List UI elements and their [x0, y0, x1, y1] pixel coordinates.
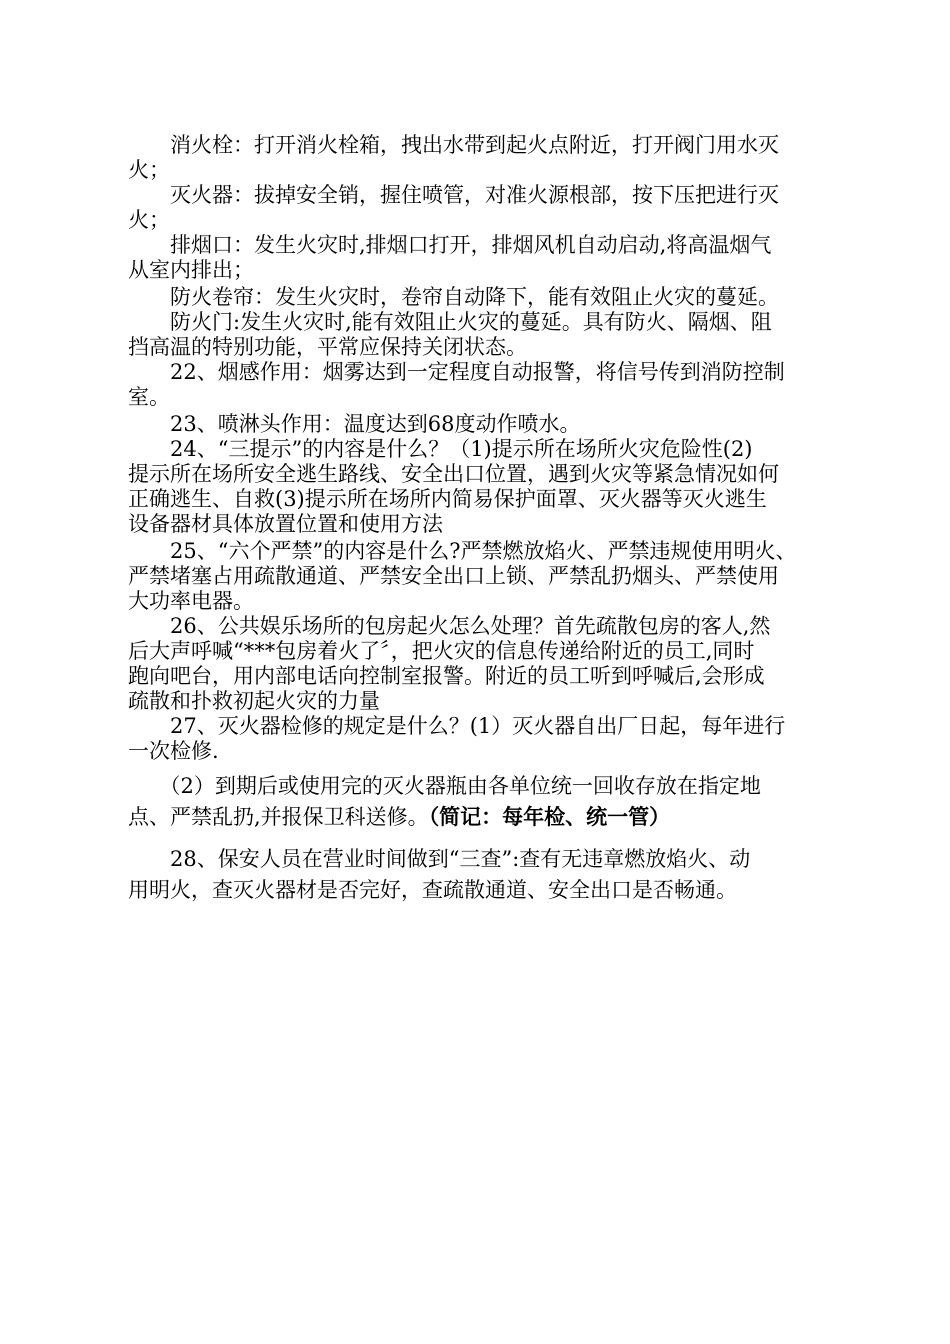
text-line: 火；: [128, 208, 170, 232]
text-line: [128, 804, 670, 830]
text-line: 挡高温的特别功能，平常应保持关闭状态。: [128, 335, 527, 359]
text-line: 一次检修.: [128, 739, 219, 763]
text-line: （2）到期后或使用完的灭火器瓶由各单位统一回收存放在指定地: [128, 774, 761, 798]
text-line: 严禁堵塞占用疏散通道、严禁安全出口上锁、严禁乱扔烟头、严禁使用: [128, 564, 779, 588]
text-line: 后大声呼喊“***包房着火了〞，把火灾的信息传递给附近的员工,同时: [128, 639, 755, 663]
text-line: 室。: [128, 385, 170, 409]
text-line: 提示所在场所安全逃生路线、安全出口位置，遇到火灾等紧急情况如何: [128, 462, 779, 486]
text-line: 设备器材具体放置位置和使用方法: [128, 512, 443, 536]
text-line: 28、保安人员在营业时间做到“三查”:查有无违章燃放焰火、动: [128, 847, 751, 871]
mnemonic-note: （简记：每年检、统一管）: [428, 804, 671, 829]
text-line: 24、“三提示”的内容是什么？（1)提示所在场所火灾危险性(2): [128, 437, 753, 461]
text-line: 火；: [128, 158, 170, 182]
text-line: 27、灭火器检修的规定是什么？(1）灭火器自出厂日起，每年进行: [128, 714, 786, 738]
text-line: 26、公共娱乐场所的包房起火怎么处理？首先疏散包房的客人,然: [128, 614, 771, 638]
text-line: 消火栓：打开消火栓箱，拽出水带到起火点附近，打开阀门用水灭: [128, 133, 779, 157]
text-line: 25、“六个严禁”的内容是什么?严禁燃放焰火、严禁违规使用明火、: [128, 539, 797, 563]
text-line: 排烟口：发生火灾时,排烟口打开，排烟风机自动启动,将高温烟气: [128, 233, 772, 257]
text-line: 用明火，查灭火器材是否完好，查疏散通道、安全出口是否畅通。: [128, 878, 737, 902]
text-line: 23、喷淋头作用：温度达到68度动作喷水。: [128, 412, 581, 436]
text-line: 大功率电器。: [128, 589, 254, 613]
text-line: 防火卷帘：发生火灾时，卷帘自动降下，能有效阻止火灾的蔓延。: [128, 285, 779, 309]
text-line: 从室内排出；: [128, 258, 254, 282]
text-line: 防火门:发生火灾时,能有效阻止火灾的蔓延。具有防火、隔烟、阻: [128, 310, 772, 334]
text-line: 22、烟感作用：烟雾达到一定程度自动报警，将信号传到消防控制: [128, 360, 785, 384]
text-line: 正确逃生、自救(3)提示所在场所内简易保护面罩、灭火器等灭火逃生: [128, 487, 767, 511]
text-line: 疏散和扑救初起火灾的力量: [128, 689, 380, 713]
text-line: 跑向吧台，用内部电话向控制室报警。附近的员工听到呼喊后,会形成: [128, 664, 765, 688]
text-span: 点、严禁乱扔,并报保卫科送修。: [128, 805, 429, 829]
text-line: 灭火器：拔掉安全销，握住喷管，对准火源根部，按下压把进行灭: [128, 183, 779, 207]
